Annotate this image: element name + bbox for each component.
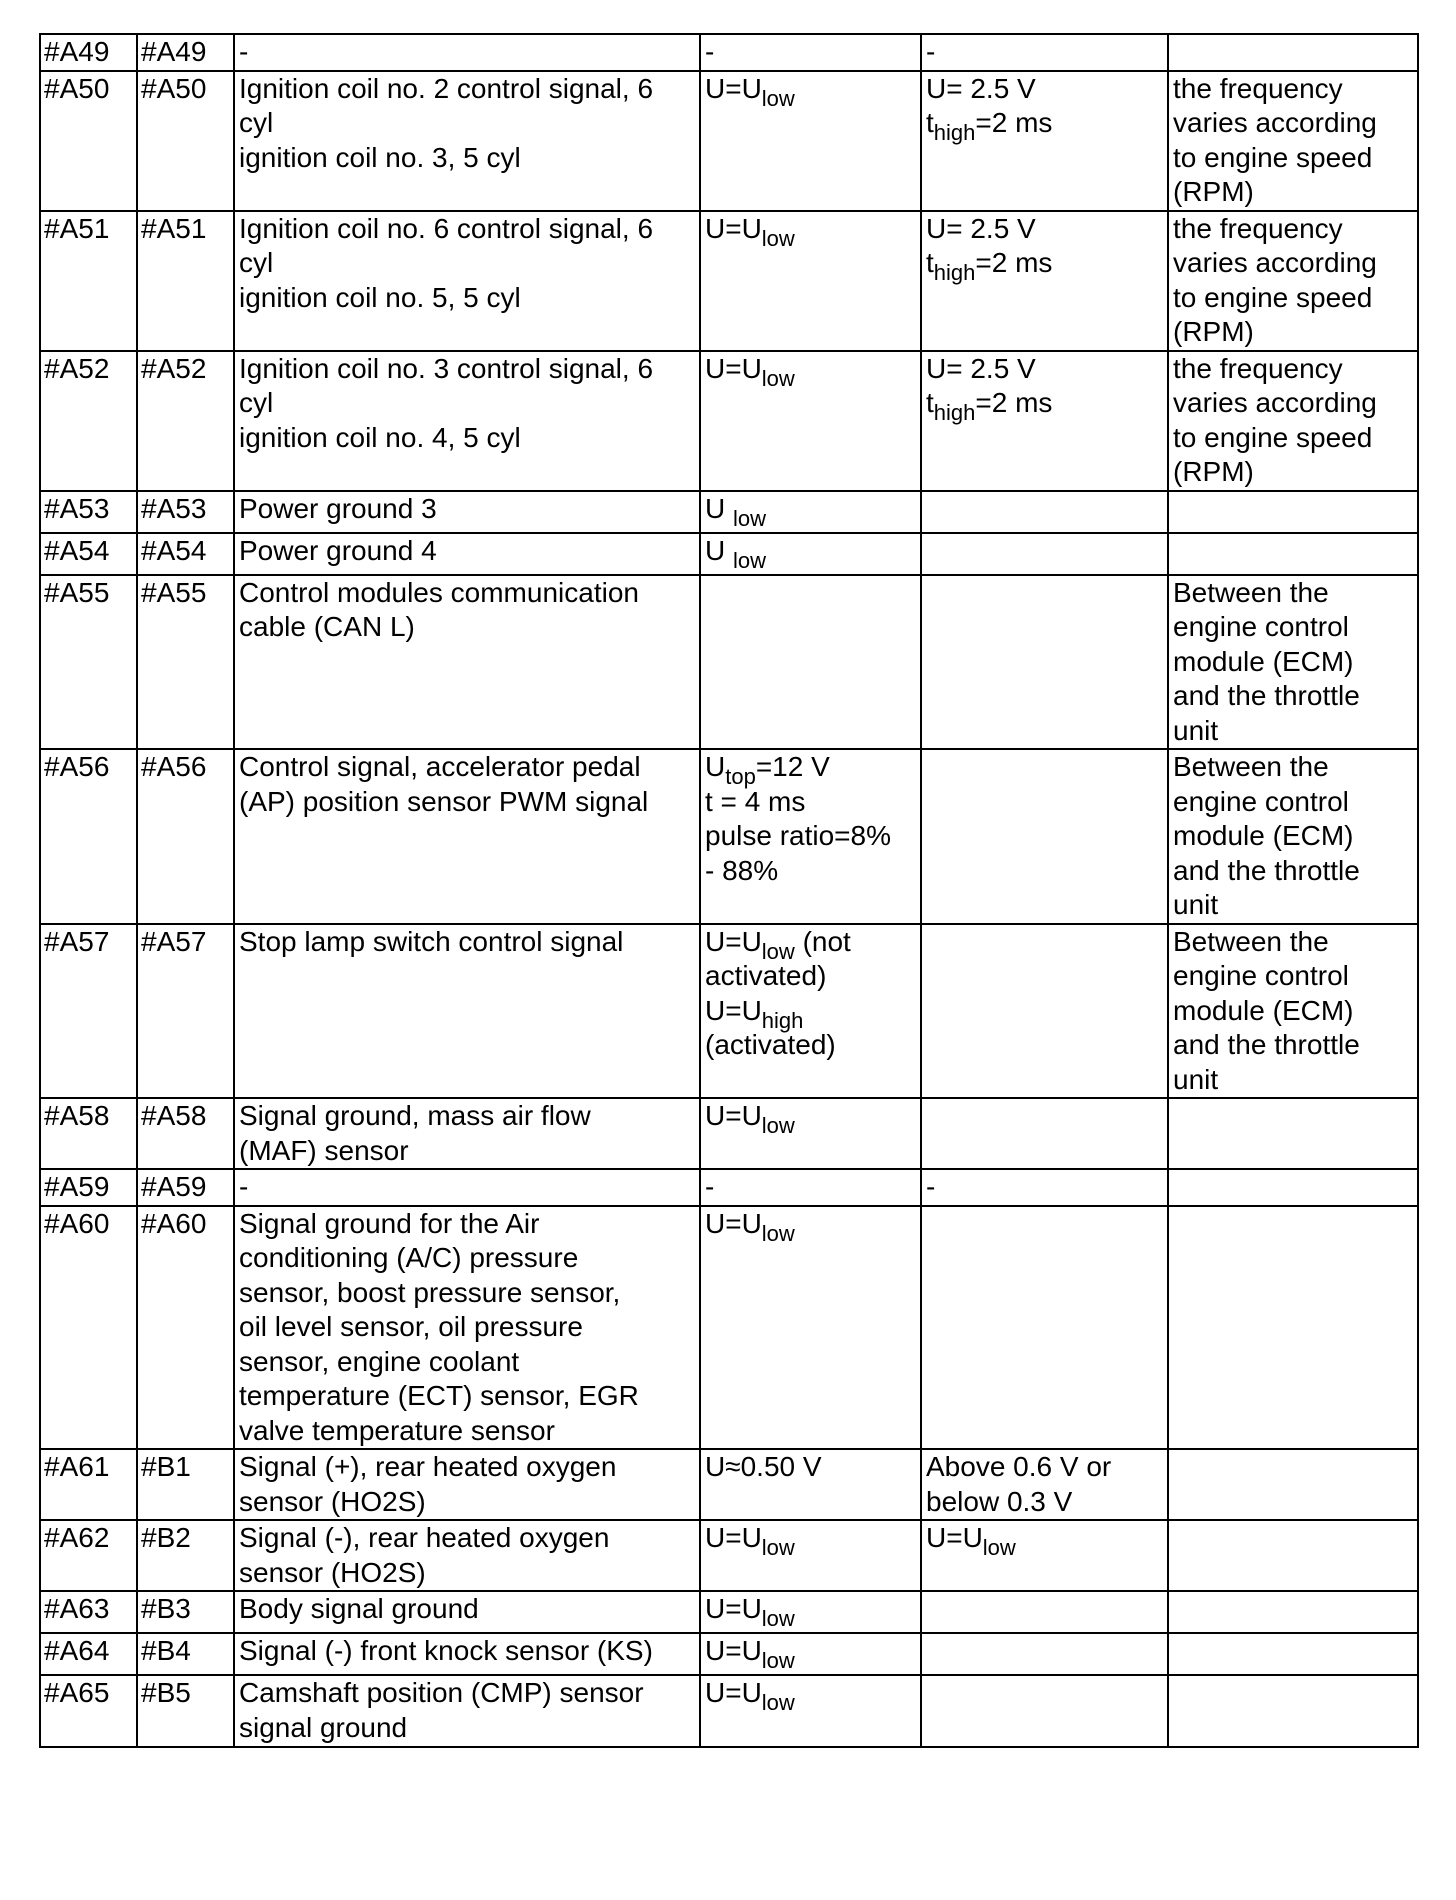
note-cell [1168,1520,1418,1591]
value-line-subscript: low [733,547,767,573]
measurement-cell [921,533,1168,575]
measurement-cell [921,1520,1168,1591]
pin-table-body [40,34,1418,1747]
note-line: Between the [1173,925,1329,957]
value-line-subscript: low [761,938,795,964]
value-line-subscript: low [761,365,795,391]
value-line [705,35,920,70]
value-line-text: U≈0.50 V [705,1451,822,1482]
description-cell [234,1591,700,1633]
note-line: unit [1173,714,1219,746]
description-line: sensor (HO2S) [239,1485,426,1517]
description-line: ignition coil no. 5, 5 cyl [239,281,521,313]
description-line: Ignition coil no. 2 control signal, 6 [239,72,654,104]
value-cell [700,1169,921,1206]
connector-pin-cell: #A57 [137,924,234,1099]
value-line-text: - [705,1171,715,1202]
value-cell [700,1633,921,1675]
note-cell [1168,1169,1418,1206]
measurement-line-subscript: high [933,400,976,425]
value-cell [700,491,921,533]
description-cell [234,533,700,575]
measurement-line [926,212,1167,247]
note-cell [1168,71,1418,211]
measurement-line-suffix: =2 ms [975,107,1053,138]
note-line: Between the [1173,751,1329,782]
value-line [705,994,920,1033]
measurement-line-suffix: =2 ms [975,387,1053,418]
measurement-line-text: - [926,1171,936,1202]
note-cell [1168,1633,1418,1675]
value-cell [700,575,921,750]
value-line [705,1028,920,1063]
connector-pin-cell: #A56 [137,749,234,924]
connector-pin-cell: #A53 [137,491,234,533]
measurement-line [926,1521,1167,1560]
value-line [705,854,920,889]
measurement-line-subscript: low [982,1535,1016,1560]
description-line: (MAF) sensor [239,1134,409,1166]
table-row [40,1169,1418,1206]
note-line: the frequency [1173,212,1343,244]
value-cell [700,71,921,211]
description-cell [234,1206,700,1450]
note-cell [1168,749,1418,924]
value-line [705,925,920,964]
connector-pin-cell: #A55 [137,575,234,750]
table-row [40,924,1418,1099]
note-line: to engine speed [1173,281,1373,313]
measurement-cell [921,1449,1168,1520]
measurement-line-text: t [926,247,934,278]
description-line: temperature (ECT) sensor, EGR [239,1380,639,1411]
table-row [40,34,1418,71]
value-line-text: U=U [705,352,762,384]
measurement-line-text: U= 2.5 V [926,72,1036,104]
note-line: the frequency [1173,72,1343,104]
value-line-subscript: high [761,1007,804,1033]
note-line: engine control [1173,960,1349,991]
description-cell [234,1098,700,1169]
connector-pin-cell: #B1 [137,1449,234,1520]
pin-id-cell: #A62 [40,1520,137,1591]
value-line-subscript: low [733,505,767,531]
note-line: the frequency [1173,352,1343,384]
value-line [705,1099,920,1138]
description-line: ignition coil no. 3, 5 cyl [239,141,521,173]
value-line-subscript: low [761,1220,795,1246]
connector-pin-cell: #A59 [137,1169,234,1206]
note-line: unit [1173,1063,1219,1095]
value-line [705,352,920,391]
measurement-cell [921,1206,1168,1450]
value-cell [700,749,921,924]
measurement-line-subscript: high [933,120,976,145]
description-line: Camshaft position (CMP) sensor [239,1677,644,1708]
description-line: sensor, engine coolant [239,1345,520,1377]
table-row [40,71,1418,211]
pin-id-cell: #A52 [40,351,137,491]
pin-id-cell: #A55 [40,575,137,750]
value-line-text: U=U [705,994,762,1026]
measurement-cell [921,71,1168,211]
note-line: (RPM) [1173,176,1254,207]
value-line-suffix: =12 V [755,751,830,782]
table-row [40,1633,1418,1675]
note-line: varies according [1173,107,1377,138]
value-line-text: pulse ratio=8% [705,820,892,851]
description-line: sensor (HO2S) [239,1556,426,1588]
pin-id-cell: #A57 [40,924,137,1099]
note-line: Between the [1173,576,1329,608]
connector-pin-cell: #A50 [137,71,234,211]
description-line: Ignition coil no. 3 control signal, 6 [239,352,654,384]
measurement-cell [921,749,1168,924]
note-line: (RPM) [1173,456,1254,487]
pin-id-cell: #A64 [40,1633,137,1675]
description-line: Ignition coil no. 6 control signal, 6 [239,212,654,244]
value-line-text: activated) [705,960,827,991]
description-line: sensor, boost pressure sensor, [239,1276,621,1308]
description-line: (AP) position sensor PWM signal [239,785,649,817]
measurement-line-text: below 0.3 V [926,1485,1073,1517]
description-cell [234,211,700,351]
description-line: ignition coil no. 4, 5 cyl [239,421,521,453]
table-row [40,211,1418,351]
note-line: module (ECM) [1173,820,1354,851]
table-row [40,1098,1418,1169]
value-line [705,1207,920,1246]
note-line: and the throttle [1173,854,1360,886]
description-line: - [239,1171,249,1202]
measurement-line-text: t [926,387,934,418]
measurement-line [926,386,1167,425]
note-line: module (ECM) [1173,645,1354,677]
table-row [40,749,1418,924]
note-cell [1168,211,1418,351]
value-cell [700,1675,921,1747]
note-cell [1168,533,1418,575]
connector-pin-cell: #B2 [137,1520,234,1591]
value-cell [700,1206,921,1450]
note-line: unit [1173,889,1219,920]
measurement-line-text: U= 2.5 V [926,352,1036,384]
measurement-cell [921,211,1168,351]
description-line: conditioning (A/C) pressure [239,1242,579,1273]
measurement-cell [921,1633,1168,1675]
measurement-cell [921,351,1168,491]
measurement-cell [921,1675,1168,1747]
description-line: Stop lamp switch control signal [239,925,624,957]
value-cell [700,1520,921,1591]
description-cell [234,351,700,491]
measurement-line [926,352,1167,387]
pin-id-cell: #A56 [40,749,137,924]
note-line: and the throttle [1173,680,1360,711]
value-cell [700,351,921,491]
pin-id-cell: #A63 [40,1591,137,1633]
value-line-text: U=U [705,1677,762,1708]
table-row [40,575,1418,750]
description-line: Signal ground, mass air flow [239,1100,591,1131]
measurement-line-text: Above 0.6 V or [926,1451,1112,1482]
note-line: to engine speed [1173,421,1373,453]
measurement-line-text: U= 2.5 V [926,212,1036,244]
measurement-line [926,1450,1167,1485]
value-line-text: - 88% [705,854,779,886]
value-line-text: U=U [705,1207,762,1239]
table-row [40,351,1418,491]
connector-pin-cell: #A51 [137,211,234,351]
table-row [40,1591,1418,1633]
measurement-line-suffix: =2 ms [975,247,1053,278]
note-cell [1168,1591,1418,1633]
value-line-subscript: low [761,1690,795,1715]
description-cell [234,71,700,211]
connector-pin-cell: #B3 [137,1591,234,1633]
note-cell [1168,34,1418,71]
measurement-line [926,35,1167,70]
measurement-line-text: t [926,107,934,138]
connector-pin-cell: #A58 [137,1098,234,1169]
pin-id-cell: #A53 [40,491,137,533]
measurement-line [926,1170,1167,1205]
value-line-text: U=U [705,1635,762,1666]
pin-id-cell: #A51 [40,211,137,351]
value-line [705,1676,920,1715]
pin-id-cell: #A65 [40,1675,137,1747]
measurement-line [926,1485,1167,1520]
description-line: Body signal ground [239,1593,479,1624]
description-line: - [239,36,249,67]
note-cell [1168,924,1418,1099]
value-line-text: U=U [705,212,762,244]
table-row [40,533,1418,575]
pin-id-cell: #A59 [40,1169,137,1206]
measurement-cell [921,1098,1168,1169]
description-cell [234,749,700,924]
table-row [40,1675,1418,1747]
pin-id-cell: #A61 [40,1449,137,1520]
value-line [705,72,920,111]
value-cell [700,533,921,575]
value-line-text: t = 4 ms [705,785,806,817]
pin-id-cell: #A49 [40,34,137,71]
description-cell [234,1675,700,1747]
value-line [705,959,920,994]
pin-id-cell: #A50 [40,71,137,211]
description-cell [234,1633,700,1675]
note-cell [1168,1449,1418,1520]
description-line: Power ground 4 [239,534,437,566]
value-line [705,1521,920,1560]
value-line-text: U=U [705,925,762,957]
value-line-subscript: low [761,1606,795,1631]
description-cell [234,924,700,1099]
value-line-subscript: top [725,764,756,789]
measurement-line-text: U=U [926,1522,983,1553]
note-cell [1168,1675,1418,1747]
value-cell [700,924,921,1099]
connector-pin-cell: #B5 [137,1675,234,1747]
description-line: Control signal, accelerator pedal [239,751,641,782]
connector-pin-cell: #A54 [137,533,234,575]
note-cell [1168,1206,1418,1450]
value-line [705,1450,920,1485]
connector-pin-cell: #A49 [137,34,234,71]
measurement-line [926,246,1167,285]
value-line-subscript: low [761,1113,795,1138]
table-row [40,1449,1418,1520]
measurement-line [926,72,1167,107]
description-line: oil level sensor, oil pressure [239,1311,583,1342]
note-line: to engine speed [1173,141,1373,173]
description-line: Signal (-) front knock sensor (KS) [239,1635,653,1666]
measurement-line [926,106,1167,145]
value-line [705,1634,920,1673]
value-cell [700,1591,921,1633]
measurement-cell [921,1169,1168,1206]
connector-pin-cell: #A52 [137,351,234,491]
value-line-subscript: low [761,1535,795,1560]
value-cell [700,34,921,71]
note-line: (RPM) [1173,316,1254,347]
table-row [40,491,1418,533]
value-line-text: U=U [705,1593,762,1624]
value-cell [700,1449,921,1520]
description-line: Control modules communication [239,576,639,608]
description-cell [234,1520,700,1591]
description-line: Power ground 3 [239,492,437,524]
value-line-text: U=U [705,72,762,104]
note-cell [1168,575,1418,750]
description-cell [234,1169,700,1206]
value-line-text: U [705,534,733,566]
value-line [705,1170,920,1205]
description-line: cyl [239,247,274,278]
value-line [705,750,920,789]
value-line-subscript: low [761,225,795,251]
pin-id-cell: #A54 [40,533,137,575]
description-line: Signal ground for the Air [239,1207,540,1239]
description-cell [234,491,700,533]
description-line: signal ground [239,1711,408,1743]
description-line: cyl [239,107,274,138]
note-cell [1168,1098,1418,1169]
description-line: valve temperature sensor [239,1414,555,1446]
description-cell [234,34,700,71]
value-line [705,785,920,820]
measurement-cell [921,1591,1168,1633]
note-line: engine control [1173,611,1349,642]
value-line-text: U [705,751,726,782]
measurement-cell [921,491,1168,533]
value-line-suffix: (not [794,925,851,957]
measurement-cell [921,924,1168,1099]
value-line-text: U=U [705,1522,762,1553]
description-line: Signal (+), rear heated oxygen [239,1451,617,1482]
connector-pin-cell: #A60 [137,1206,234,1450]
pin-table [39,33,1419,1748]
value-line-text: U=U [705,1100,762,1131]
note-line: engine control [1173,785,1349,817]
description-cell [234,1449,700,1520]
pin-id-cell: #A60 [40,1206,137,1450]
table-row [40,1206,1418,1450]
description-cell [234,575,700,750]
value-cell [700,211,921,351]
note-line: and the throttle [1173,1029,1360,1060]
note-line: varies according [1173,387,1377,418]
value-line [705,212,920,251]
value-line-text: U [705,492,733,524]
note-cell [1168,351,1418,491]
description-line: Signal (-), rear heated oxygen [239,1522,610,1553]
description-line: cable (CAN L) [239,611,415,642]
note-cell [1168,491,1418,533]
value-line [705,1592,920,1631]
value-line [705,819,920,854]
measurement-line-subscript: high [933,260,976,285]
measurement-cell [921,575,1168,750]
value-line-text: - [705,36,715,67]
value-line-subscript: low [761,1648,795,1673]
value-cell [700,1098,921,1169]
measurement-line-text: - [926,36,936,67]
note-line: varies according [1173,247,1377,278]
value-line-text: (activated) [705,1029,836,1060]
description-line: cyl [239,387,274,418]
connector-pin-cell: #B4 [137,1633,234,1675]
note-line: module (ECM) [1173,994,1354,1026]
value-line-subscript: low [761,85,795,111]
table-row [40,1520,1418,1591]
pin-id-cell: #A58 [40,1098,137,1169]
value-line [705,534,920,573]
value-line [705,492,920,531]
measurement-cell [921,34,1168,71]
